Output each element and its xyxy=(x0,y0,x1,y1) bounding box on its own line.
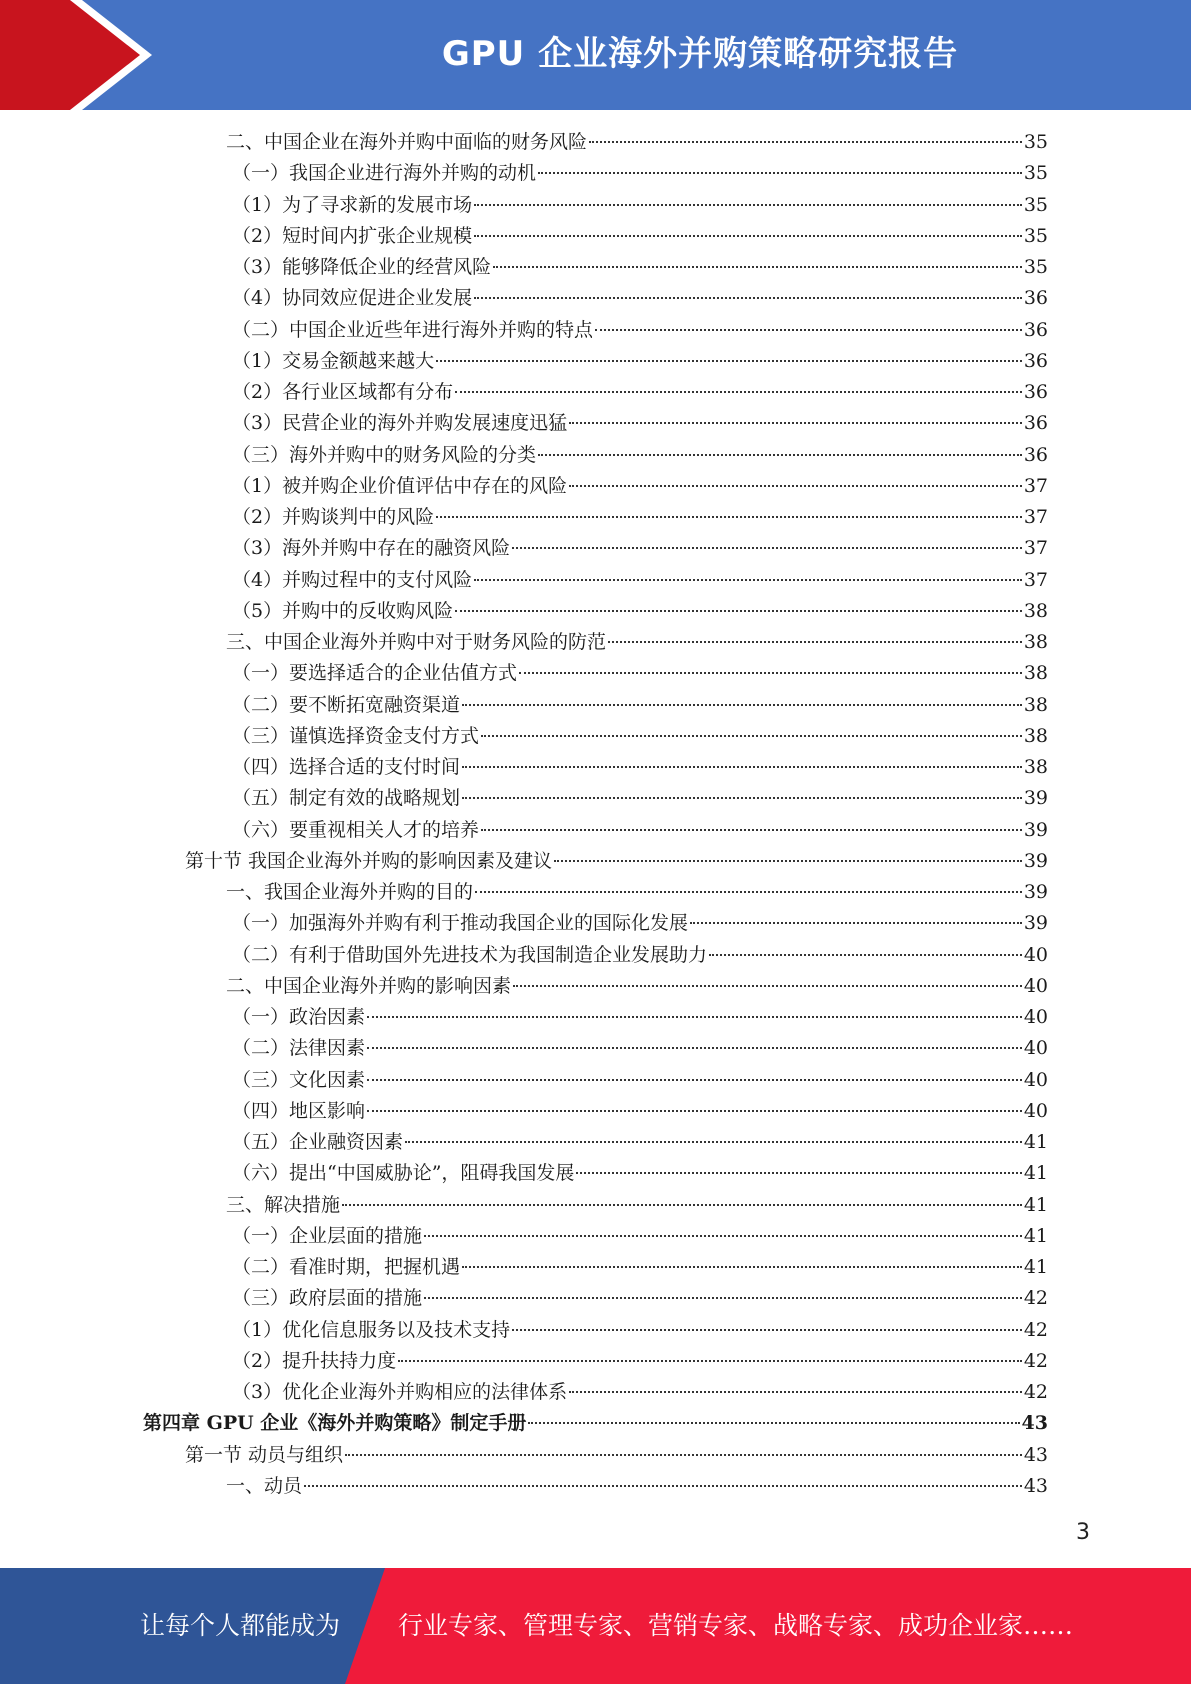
toc-entry[interactable] xyxy=(232,315,1048,346)
toc-entry-page: 42 xyxy=(1023,1381,1048,1403)
toc-entry-title: （三）政府层面的措施 xyxy=(232,1287,423,1310)
toc-dot-leader xyxy=(474,297,1022,299)
toc-entry-title: 三、解决措施 xyxy=(226,1193,341,1216)
toc-entry-page: 40 xyxy=(1023,1099,1048,1122)
toc-entry-title: （2）各行业区域都有分布 xyxy=(232,381,454,403)
toc-entry[interactable] xyxy=(232,1002,1048,1033)
toc-entry-page: 36 xyxy=(1023,287,1048,310)
toc-entry[interactable] xyxy=(232,377,1048,408)
toc-dot-leader xyxy=(436,360,1022,362)
toc-entry[interactable] xyxy=(232,721,1048,752)
report-title: GPU 企业海外并购策略研究报告 xyxy=(441,34,959,74)
toc-entry-title: （六）要重视相关人才的培养 xyxy=(232,818,480,841)
toc-dot-leader xyxy=(528,1422,1019,1424)
toc-entry[interactable] xyxy=(185,846,1048,877)
toc-dot-leader xyxy=(690,922,1022,924)
toc-entry-title: （五）制定有效的战略规划 xyxy=(232,787,461,810)
toc-dot-leader xyxy=(595,329,1022,331)
toc-entry-title: （三）文化因素 xyxy=(232,1068,366,1091)
toc-entry-title: （四）选择合适的支付时间 xyxy=(232,756,461,778)
toc-entry[interactable] xyxy=(232,1221,1048,1252)
toc-dot-leader xyxy=(367,1110,1022,1112)
toc-dot-leader xyxy=(474,579,1022,581)
toc-entry-title: （一）要选择适合的企业估值方式 xyxy=(232,662,518,685)
toc-entry[interactable] xyxy=(232,1158,1048,1189)
toc-entry-title: （五）企业融资因素 xyxy=(232,1131,404,1153)
toc-entry-page: 39 xyxy=(1023,912,1048,935)
toc-entry-page: 39 xyxy=(1023,849,1048,872)
toc-entry-page: 40 xyxy=(1023,1006,1048,1028)
toc-entry[interactable] xyxy=(232,190,1048,221)
toc-entry-page: 41 xyxy=(1023,1193,1048,1216)
toc-entry-page: 37 xyxy=(1023,537,1048,560)
toc-entry-title: （2）短时间内扩张企业规模 xyxy=(232,224,473,247)
toc-entry[interactable] xyxy=(185,1440,1048,1471)
toc-entry-title: （2）并购谈判中的风险 xyxy=(232,506,435,528)
toc-entry[interactable] xyxy=(232,1252,1048,1283)
toc-entry[interactable] xyxy=(232,346,1048,377)
toc-entry-title: （二）有利于借助国外先进技术为我国制造企业发展助力 xyxy=(232,943,708,966)
toc-entry-title: 一、动员 xyxy=(226,1474,303,1497)
toc-dot-leader xyxy=(493,266,1022,268)
toc-entry-title: 二、中国企业在海外并购中面临的财务风险 xyxy=(226,131,588,153)
toc-entry[interactable] xyxy=(232,783,1048,814)
toc-dot-leader xyxy=(455,391,1022,393)
toc-entry[interactable] xyxy=(226,1190,1048,1221)
toc-entry-page: 42 xyxy=(1023,1349,1048,1372)
toc-entry-title: （二）法律因素 xyxy=(232,1037,366,1060)
toc-entry[interactable] xyxy=(226,627,1048,658)
toc-dot-leader xyxy=(513,985,1022,987)
toc-entry[interactable] xyxy=(232,252,1048,283)
toc-dot-leader xyxy=(474,204,1022,206)
toc-entry-title: （二）看准时期，把握机遇 xyxy=(232,1256,461,1278)
toc-entry-page: 41 xyxy=(1023,1224,1048,1247)
toc-entry-page: 36 xyxy=(1023,412,1048,435)
toc-entry-title: （1）为了寻求新的发展市场 xyxy=(232,193,473,216)
toc-entry[interactable] xyxy=(232,1127,1048,1158)
toc-entry-title: （一）企业层面的措施 xyxy=(232,1224,423,1247)
toc-entry-title: （3）能够降低企业的经营风险 xyxy=(232,256,492,278)
toc-entry-title: （3）海外并购中存在的融资风险 xyxy=(232,537,511,560)
toc-entry[interactable] xyxy=(232,908,1048,939)
toc-entry-page: 37 xyxy=(1023,506,1048,528)
toc-entry-page: 39 xyxy=(1023,818,1048,841)
toc-entry[interactable] xyxy=(232,502,1048,533)
toc-dot-leader xyxy=(462,1266,1022,1268)
toc-entry-title: （1）交易金额越来越大 xyxy=(232,349,435,372)
toc-entry-title: （一）加强海外并购有利于推动我国企业的国际化发展 xyxy=(232,912,689,935)
toc-dot-leader xyxy=(462,704,1022,706)
toc-dot-leader xyxy=(512,1329,1022,1331)
toc-dot-leader xyxy=(569,1391,1022,1393)
header-red-arrow xyxy=(0,0,150,110)
toc-entry-page: 36 xyxy=(1023,318,1048,341)
toc-entry-title: （二）要不断拓宽融资渠道 xyxy=(232,693,461,716)
toc-entry-page: 41 xyxy=(1023,1162,1048,1185)
toc-entry-page: 37 xyxy=(1023,474,1048,497)
toc-dot-leader xyxy=(576,1172,1021,1174)
toc-entry[interactable] xyxy=(232,690,1048,721)
toc-dot-leader xyxy=(405,1141,1022,1143)
toc-entry-title: （三）海外并购中的财务风险的分类 xyxy=(232,443,537,466)
toc-dot-leader xyxy=(709,954,1022,956)
toc-entry-page: 35 xyxy=(1023,162,1048,185)
toc-dot-leader xyxy=(367,1047,1022,1049)
toc-dot-leader xyxy=(462,797,1022,799)
toc-entry[interactable] xyxy=(232,1377,1048,1408)
toc-entry[interactable] xyxy=(232,283,1048,314)
toc-entry-title: （4）协同效应促进企业发展 xyxy=(232,287,473,310)
toc-entry[interactable] xyxy=(143,1408,1048,1439)
toc-dot-leader xyxy=(398,1360,1022,1362)
toc-entry-page: 36 xyxy=(1023,443,1048,466)
toc-entry-page: 41 xyxy=(1023,1256,1048,1278)
toc-dot-leader xyxy=(424,1235,1022,1237)
toc-entry-page: 38 xyxy=(1023,693,1048,716)
page-header xyxy=(0,0,1191,110)
toc-entry-page: 39 xyxy=(1023,881,1048,903)
toc-entry-page: 38 xyxy=(1023,599,1048,622)
toc-entry[interactable] xyxy=(232,658,1048,689)
toc-entry-title: （5）并购中的反收购风险 xyxy=(232,599,454,622)
toc-entry[interactable] xyxy=(232,565,1048,596)
toc-entry[interactable] xyxy=(232,940,1048,971)
toc-dot-leader xyxy=(342,1204,1022,1206)
toc-entry-page: 38 xyxy=(1023,662,1048,685)
toc-dot-leader xyxy=(367,1079,1022,1081)
toc-entry-page: 38 xyxy=(1023,724,1048,747)
toc-dot-leader xyxy=(436,516,1022,518)
toc-entry-page: 38 xyxy=(1023,631,1048,653)
toc-entry-page: 35 xyxy=(1023,224,1048,247)
toc-entry-title: （1）优化信息服务以及技术支持 xyxy=(232,1318,511,1341)
toc-entry[interactable] xyxy=(232,440,1048,471)
toc-entry[interactable] xyxy=(232,815,1048,846)
toc-entry[interactable] xyxy=(232,471,1048,502)
toc-entry-page: 40 xyxy=(1023,1037,1048,1060)
toc-entry-page: 35 xyxy=(1023,256,1048,278)
toc-entry[interactable] xyxy=(232,1346,1048,1377)
toc-entry[interactable] xyxy=(232,596,1048,627)
toc-entry-page: 42 xyxy=(1023,1318,1048,1341)
toc-entry-page: 37 xyxy=(1023,568,1048,591)
toc-dot-leader xyxy=(367,1016,1022,1018)
toc-dot-leader xyxy=(474,235,1022,237)
toc-entry-page: 43 xyxy=(1023,1474,1048,1497)
toc-entry-page: 36 xyxy=(1023,349,1048,372)
toc-entry-page: 41 xyxy=(1023,1131,1048,1153)
toc-entry-title: 一、我国企业海外并购的目的 xyxy=(226,881,474,903)
toc-entry[interactable] xyxy=(232,408,1048,439)
toc-entry-title: （1）被并购企业价值评估中存在的风险 xyxy=(232,474,568,497)
toc-entry-page: 40 xyxy=(1023,1068,1048,1091)
toc-entry-title: （一）我国企业进行海外并购的动机 xyxy=(232,162,537,185)
toc-entry[interactable] xyxy=(232,1096,1048,1127)
toc-entry[interactable] xyxy=(226,1471,1048,1502)
toc-entry-title: 第四章 GPU 企业《海外并购策略》制定手册 xyxy=(143,1412,527,1435)
toc-dot-leader xyxy=(519,672,1022,674)
toc-dot-leader xyxy=(455,610,1022,612)
toc-entry-title: （3）优化企业海外并购相应的法律体系 xyxy=(232,1381,568,1403)
toc-entry-title: （三）谨慎选择资金支付方式 xyxy=(232,724,480,747)
toc-dot-leader xyxy=(569,485,1022,487)
toc-entry[interactable] xyxy=(232,1283,1048,1314)
toc-dot-leader xyxy=(608,641,1022,643)
footer-slogan-right: 行业专家、管理专家、营销专家、战略专家、成功企业家…… xyxy=(398,1611,1074,1640)
toc-dot-leader xyxy=(424,1297,1022,1299)
toc-entry-title: （4）并购过程中的支付风险 xyxy=(232,568,473,591)
toc-dot-leader xyxy=(554,860,1022,862)
toc-entry[interactable] xyxy=(232,533,1048,564)
toc-dot-leader xyxy=(538,454,1022,456)
toc-dot-leader xyxy=(538,172,1022,174)
toc-entry-title: （3）民营企业的海外并购发展速度迅猛 xyxy=(232,412,568,435)
toc-dot-leader xyxy=(475,891,1022,893)
toc-entry-title: （六）提出“中国威胁论”，阻碍我国发展 xyxy=(232,1162,575,1185)
toc-dot-leader xyxy=(512,547,1022,549)
toc-entry-page: 40 xyxy=(1023,943,1048,966)
toc-dot-leader xyxy=(304,1485,1022,1487)
page-number: 3 xyxy=(1076,1520,1090,1545)
toc-dot-leader xyxy=(569,422,1022,424)
toc-entry[interactable] xyxy=(232,221,1048,252)
toc-entry[interactable] xyxy=(226,971,1048,1002)
toc-entry[interactable] xyxy=(232,1033,1048,1064)
toc-entry-title: 第一节 动员与组织 xyxy=(185,1443,344,1466)
toc-dot-leader xyxy=(589,141,1022,143)
toc-entry-page: 42 xyxy=(1023,1287,1048,1310)
toc-dot-leader xyxy=(345,1454,1022,1456)
toc-entry[interactable] xyxy=(232,752,1048,783)
toc-entry-page: 43 xyxy=(1021,1412,1048,1435)
toc-entry-page: 39 xyxy=(1023,787,1048,810)
page-footer xyxy=(0,1568,1191,1684)
toc-entry-page: 36 xyxy=(1023,381,1048,403)
toc-entry-page: 43 xyxy=(1023,1443,1048,1466)
toc-entry-title: （2）提升扶持力度 xyxy=(232,1349,397,1372)
toc-entry-page: 35 xyxy=(1023,193,1048,216)
toc-entry[interactable] xyxy=(226,877,1048,908)
toc-entry-title: （一）政治因素 xyxy=(232,1006,366,1028)
toc-entry-title: （二）中国企业近些年进行海外并购的特点 xyxy=(232,318,594,341)
toc-dot-leader xyxy=(481,735,1022,737)
toc-entry-page: 40 xyxy=(1023,974,1048,997)
toc-dot-leader xyxy=(462,766,1022,768)
toc-dot-leader xyxy=(481,829,1022,831)
toc-entry-title: （四）地区影响 xyxy=(232,1099,366,1122)
toc-entry-page: 35 xyxy=(1023,131,1048,153)
toc-entry-title: 三、中国企业海外并购中对于财务风险的防范 xyxy=(226,631,607,653)
toc-entry-page: 38 xyxy=(1023,756,1048,778)
toc-entry-title: 第十节 我国企业海外并购的影响因素及建议 xyxy=(185,849,553,872)
toc-entry[interactable] xyxy=(232,1315,1048,1346)
footer-slogan-left: 让每个人都能成为 xyxy=(140,1611,341,1640)
toc-entry[interactable] xyxy=(226,127,1048,158)
toc-entry[interactable] xyxy=(232,1065,1048,1096)
toc-entry-title: 二、中国企业海外并购的影响因素 xyxy=(226,974,512,997)
toc-entry[interactable] xyxy=(232,158,1048,189)
